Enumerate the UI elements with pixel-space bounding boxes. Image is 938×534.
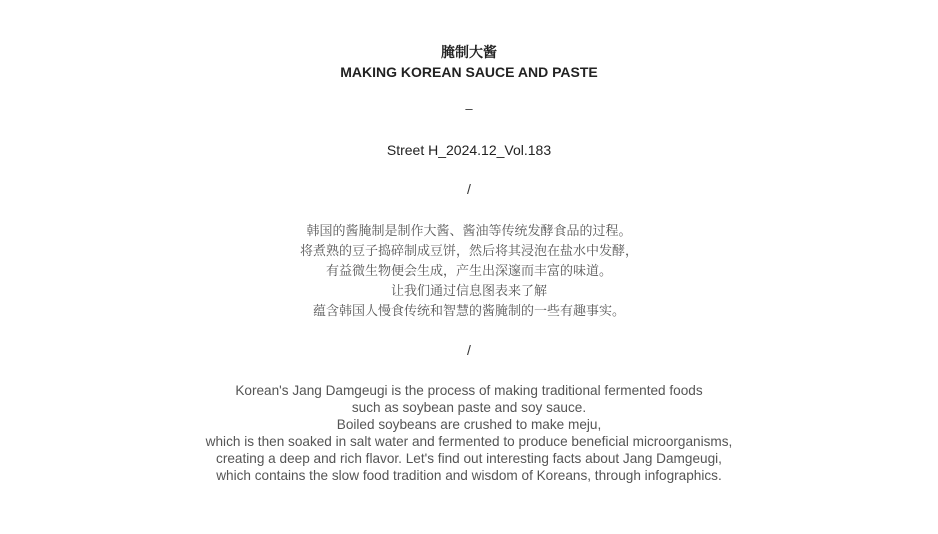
intro-en-line: Boiled soybeans are crushed to make meju,: [336, 417, 602, 432]
dash-divider: –: [465, 101, 473, 116]
title-english: MAKING KOREAN SAUCE AND PASTE: [340, 64, 598, 80]
intro-en-line: creating a deep and rich flavor. Let's find out interesting facts about Jang Damgeugi,: [216, 451, 722, 466]
intro-zh-line: 韩国的酱腌制是制作大酱、酱油等传统发酵食品的过程。: [306, 223, 632, 238]
intro-en-line: which is then soaked in salt water and fermented to produce beneficial microorganisms,: [205, 434, 733, 449]
title-chinese: 腌制大酱: [441, 44, 497, 60]
intro-zh-line: 让我们通过信息图表来了解: [390, 283, 547, 298]
issue-label: Street H_2024.12_Vol.183: [386, 142, 552, 158]
intro-en-line: such as soybean paste and soy sauce.: [351, 400, 587, 415]
intro-en-line: Korean's Jang Damgeugi is the process of making traditional fermented foods: [235, 383, 703, 398]
slash-divider-2: /: [467, 342, 471, 358]
intro-chinese: [0, 221, 938, 321]
slash-divider-1: /: [467, 181, 471, 197]
intro-english: [0, 382, 938, 484]
intro-en-line: which contains the slow food tradition and wisdom of Koreans, through infographics.: [216, 468, 722, 483]
intro-zh-line: 蕴含韩国人慢食传统和智慧的酱腌制的一些有趣事实。: [312, 303, 625, 318]
intro-zh-line: 将煮熟的豆子捣碎制成豆饼，然后将其浸泡在盐水中发酵，: [299, 243, 638, 258]
intro-zh-line: 有益微生物便会生成，产生出深邃而丰富的味道。: [325, 263, 612, 278]
